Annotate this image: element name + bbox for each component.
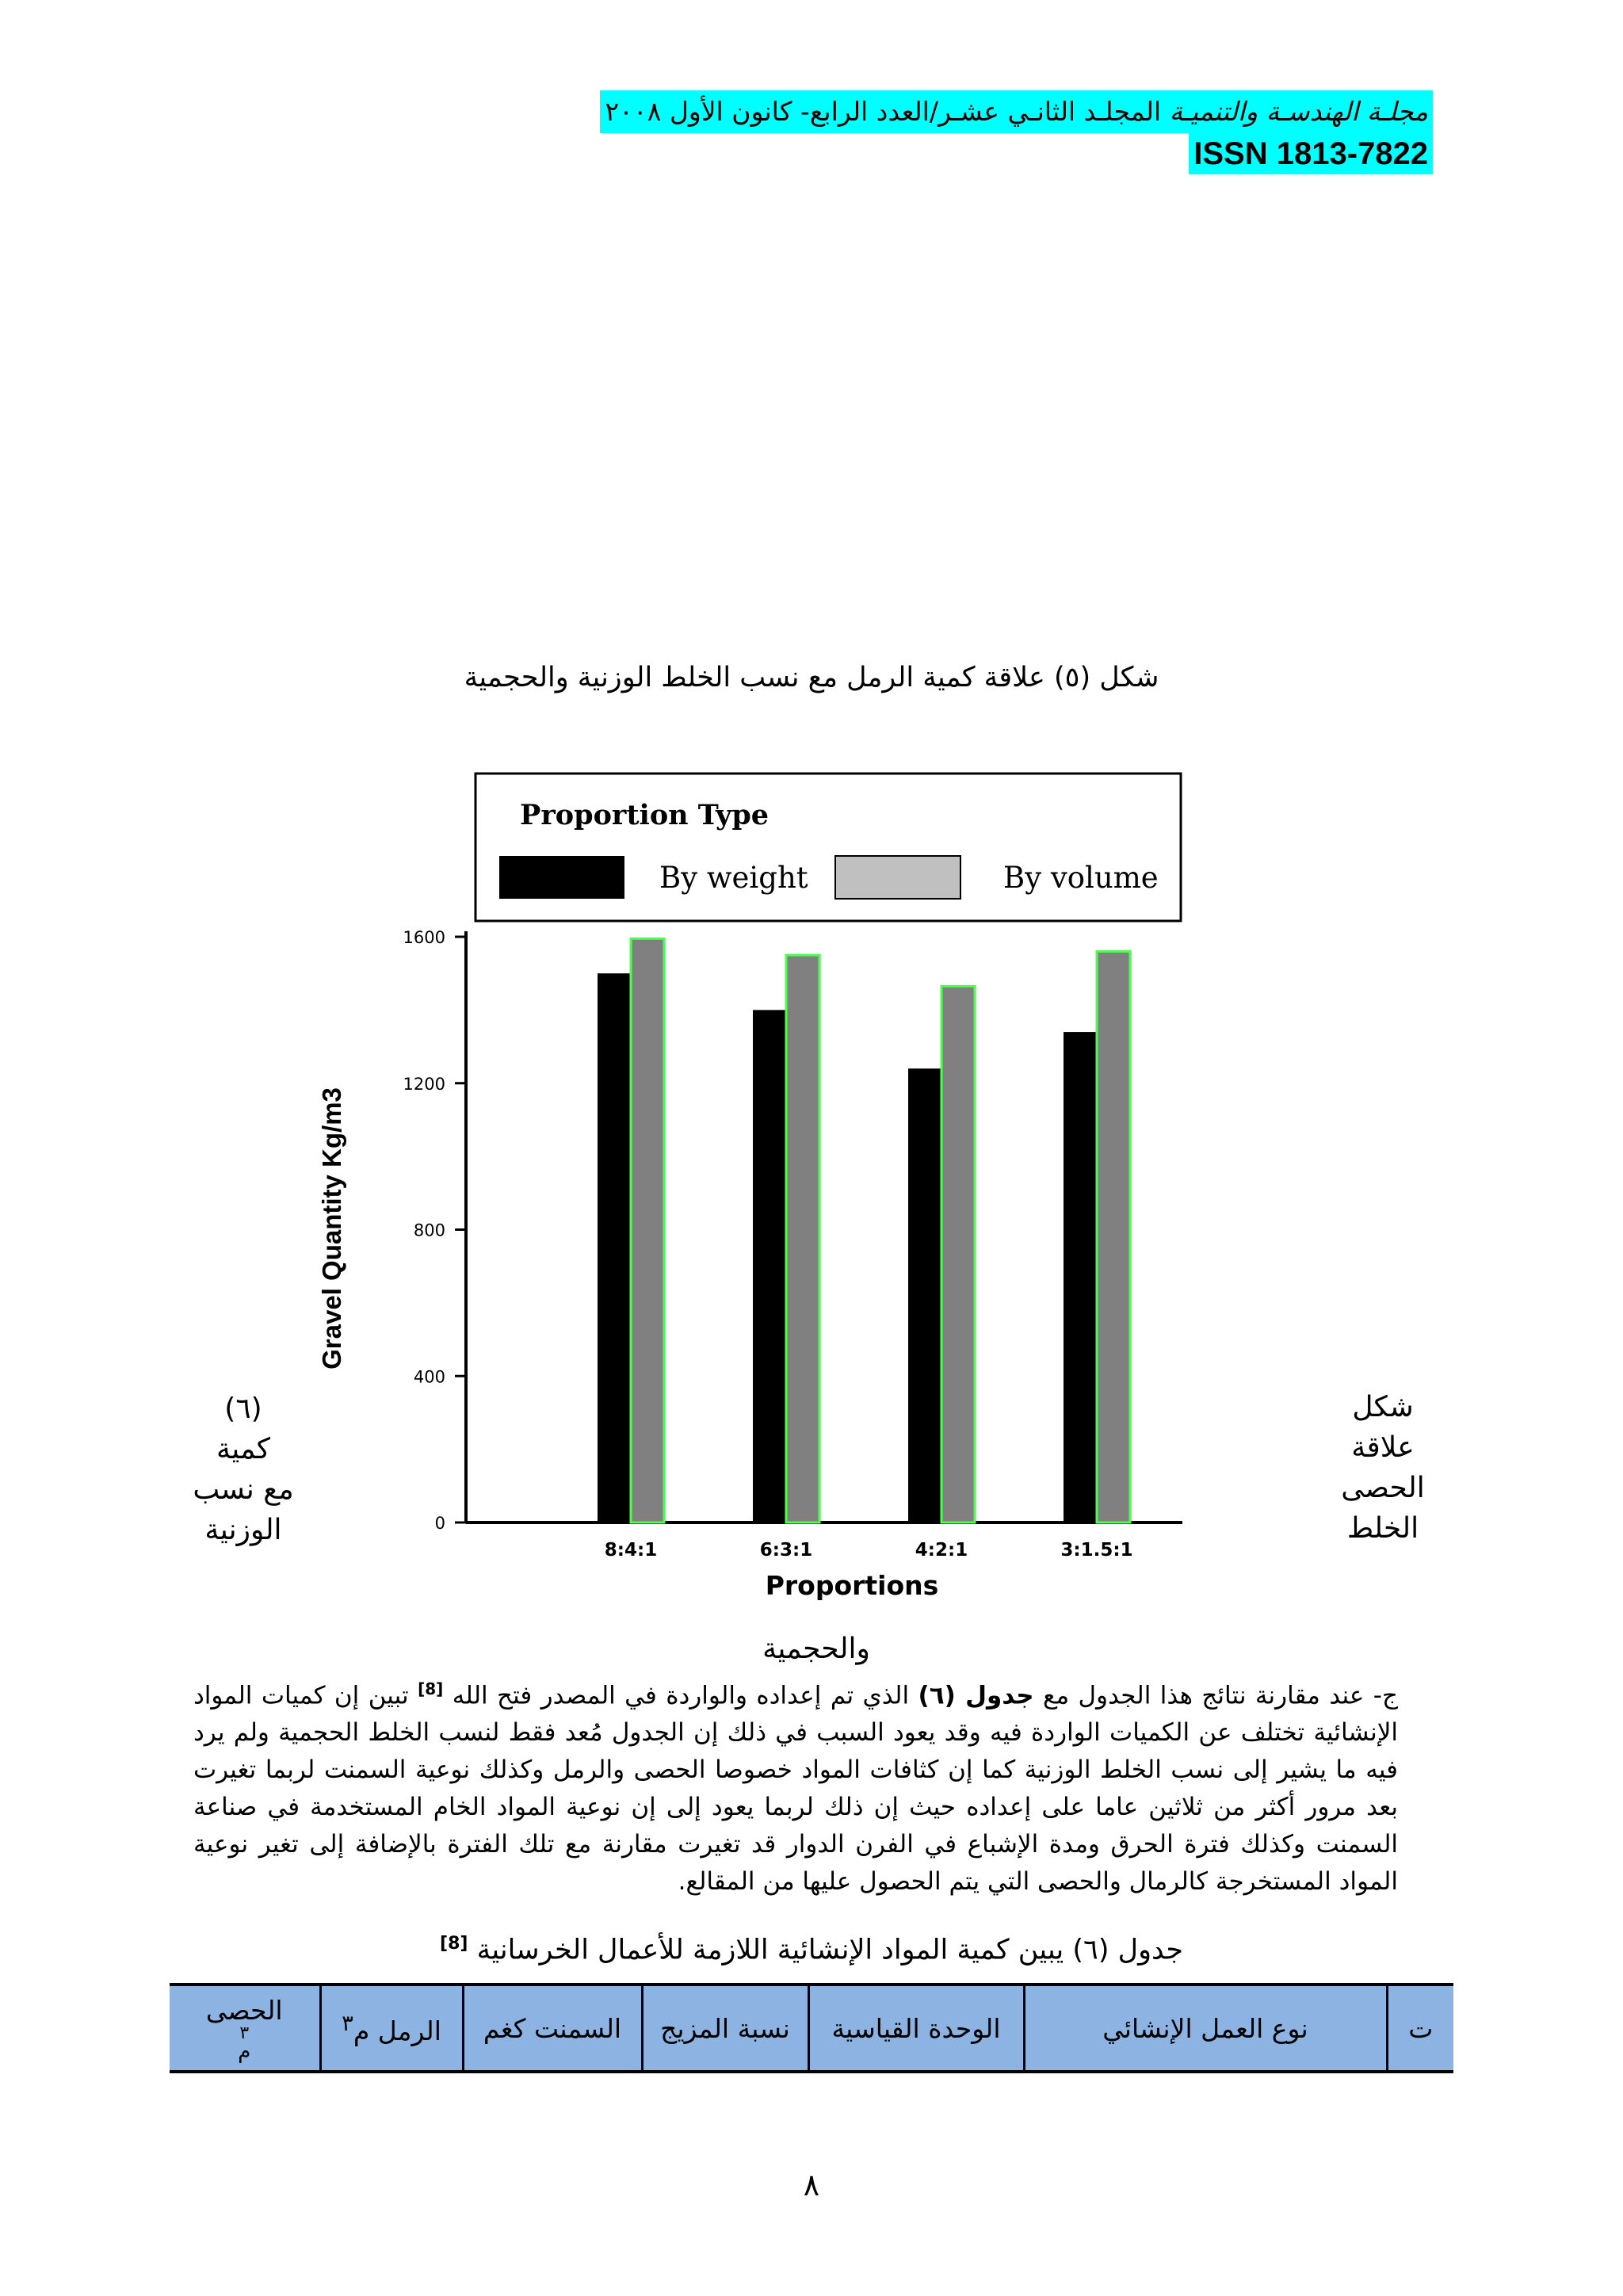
citation-ref: [8] xyxy=(418,1679,444,1698)
journal-name: مجلـة الهندسـة والتنميـة xyxy=(1169,96,1428,127)
bar-by-weight xyxy=(1064,1032,1097,1522)
y-tick-label: 0 xyxy=(434,1514,445,1533)
y-axis-label: Gravel Quantity Kg/m3 xyxy=(317,1087,346,1370)
paragraph-text: الذي تم إعداده والواردة في المصدر فتح الله xyxy=(443,1681,918,1710)
figure6-caption-bottom: والحجمية xyxy=(762,1633,870,1665)
unit-superscript: ٣ xyxy=(239,2023,250,2043)
table-header-row xyxy=(170,1985,1453,2072)
paragraph-text: تبين إن كميات المواد الإنشائية تختلف عن الكميات الواردة فيه وقد يعود السبب في ذلك إن الجدول مُعد فقط لنسب الخلط الحجمية ولم يرد فيه ما يشير إلى نسب الخلط الوزنية كما إن كثافات المواد خصوصا الحصى والرمل وكذلك نوعية السمنت لربما تغيرت بعد مرور أكثر من ثلاثين عاما على إعداده حيث إن ذلك لربما يعود إلى إن نوعية المواد الخام المستخدمة في صناعة السمنت وكذلك فترة الحرق ومدة الإشباع في الفرن الدوار قد تغيرت مقارنة مع تلك الفترة بالإضافة إلى تغير نوعية المواد المستخرجة كالرمال والحصى التي يتم الحصول عليها من المقالع. xyxy=(193,1681,1398,1897)
paragraph-text: ج- عند مقارنة نتائج هذا الجدول مع xyxy=(1033,1681,1399,1710)
legend-swatch-weight xyxy=(499,856,624,899)
header-work-type: نوع العمل الإنشائي xyxy=(1024,1985,1387,2072)
y-tick-label: 400 xyxy=(413,1367,445,1387)
table6 xyxy=(170,1983,1453,2073)
bar-by-weight xyxy=(598,973,631,1522)
y-tick-label: 1600 xyxy=(403,928,445,947)
journal-volume: المجلـد الثانـي عشـر/العدد الرابع- كانون الأول ٢٠٠٨ xyxy=(605,96,1170,127)
legend-label-weight: By weight xyxy=(659,861,808,895)
gravel-unit: م xyxy=(238,2039,251,2064)
bar-by-volume xyxy=(631,938,664,1522)
table-caption-text: جدول (٦) يبين كمية المواد الإنشائية اللازمة للأعمال الخرسانية xyxy=(468,1934,1183,1966)
bars xyxy=(598,938,1130,1522)
caption-fragment: (٦) xyxy=(224,1392,262,1425)
journal-header xyxy=(600,90,1433,133)
header-gravel xyxy=(170,1985,320,2072)
legend-swatch-volume xyxy=(835,856,960,899)
legend-label-volume: By volume xyxy=(1003,861,1159,895)
x-tick-label: 6:3:1 xyxy=(759,1540,813,1561)
y-ticks xyxy=(403,928,466,1533)
header-mix-ratio: نسبة المزيج xyxy=(642,1985,808,2072)
figure6-caption-left xyxy=(184,1389,303,1550)
bar-by-volume xyxy=(786,955,819,1522)
caption-fragment: مع نسب xyxy=(193,1473,294,1506)
x-tick-label: 8:4:1 xyxy=(604,1540,658,1561)
sand-label: الرمل م xyxy=(353,2015,441,2046)
legend-box xyxy=(475,774,1181,921)
bar-by-volume xyxy=(1097,951,1130,1522)
caption-fragment: كمية xyxy=(216,1433,271,1465)
bar-by-weight xyxy=(908,1068,941,1522)
page-number: ٨ xyxy=(803,2168,820,2202)
unit-superscript: ٣ xyxy=(342,2010,353,2036)
body-paragraph xyxy=(193,1671,1398,1901)
bar-by-weight xyxy=(753,1010,786,1522)
citation-ref: [8] xyxy=(440,1934,468,1954)
bar-by-volume xyxy=(941,986,975,1522)
caption-fragment: علاقة xyxy=(1351,1431,1415,1464)
issn-label: ISSN 1813-7822 xyxy=(1189,133,1433,174)
table6-caption xyxy=(0,1934,1623,1966)
caption-fragment: الحصى xyxy=(1341,1472,1425,1504)
header-sand xyxy=(320,1985,463,2072)
y-tick-label: 1200 xyxy=(403,1074,445,1094)
legend-title: Proportion Type xyxy=(520,799,769,831)
table-reference: جدول (٦) xyxy=(918,1681,1034,1710)
figure5-caption: شكل (٥) علاقة كمية الرمل مع نسب الخلط الوزنية والحجمية xyxy=(464,662,1159,693)
x-tick-label: 4:2:1 xyxy=(915,1540,968,1561)
plot-area xyxy=(403,928,1182,1561)
gravel-label: الحصى xyxy=(205,1994,283,2026)
x-axis-label: Proportions xyxy=(765,1570,939,1601)
x-tick-label: 3:1.5:1 xyxy=(1060,1540,1133,1561)
header-index: ت xyxy=(1387,1985,1453,2072)
caption-fragment: الوزنية xyxy=(204,1514,282,1546)
gravel-quantity-chart xyxy=(301,769,1205,1609)
caption-fragment: شكل xyxy=(1352,1391,1414,1423)
header-cement: السمنت كغم xyxy=(463,1985,642,2072)
figure6-caption-right xyxy=(1339,1387,1426,1549)
header-unit: الوحدة القياسية xyxy=(808,1985,1024,2072)
caption-fragment: الخلط xyxy=(1346,1512,1419,1545)
y-tick-label: 800 xyxy=(413,1221,445,1240)
x-ticks xyxy=(605,1540,1133,1561)
